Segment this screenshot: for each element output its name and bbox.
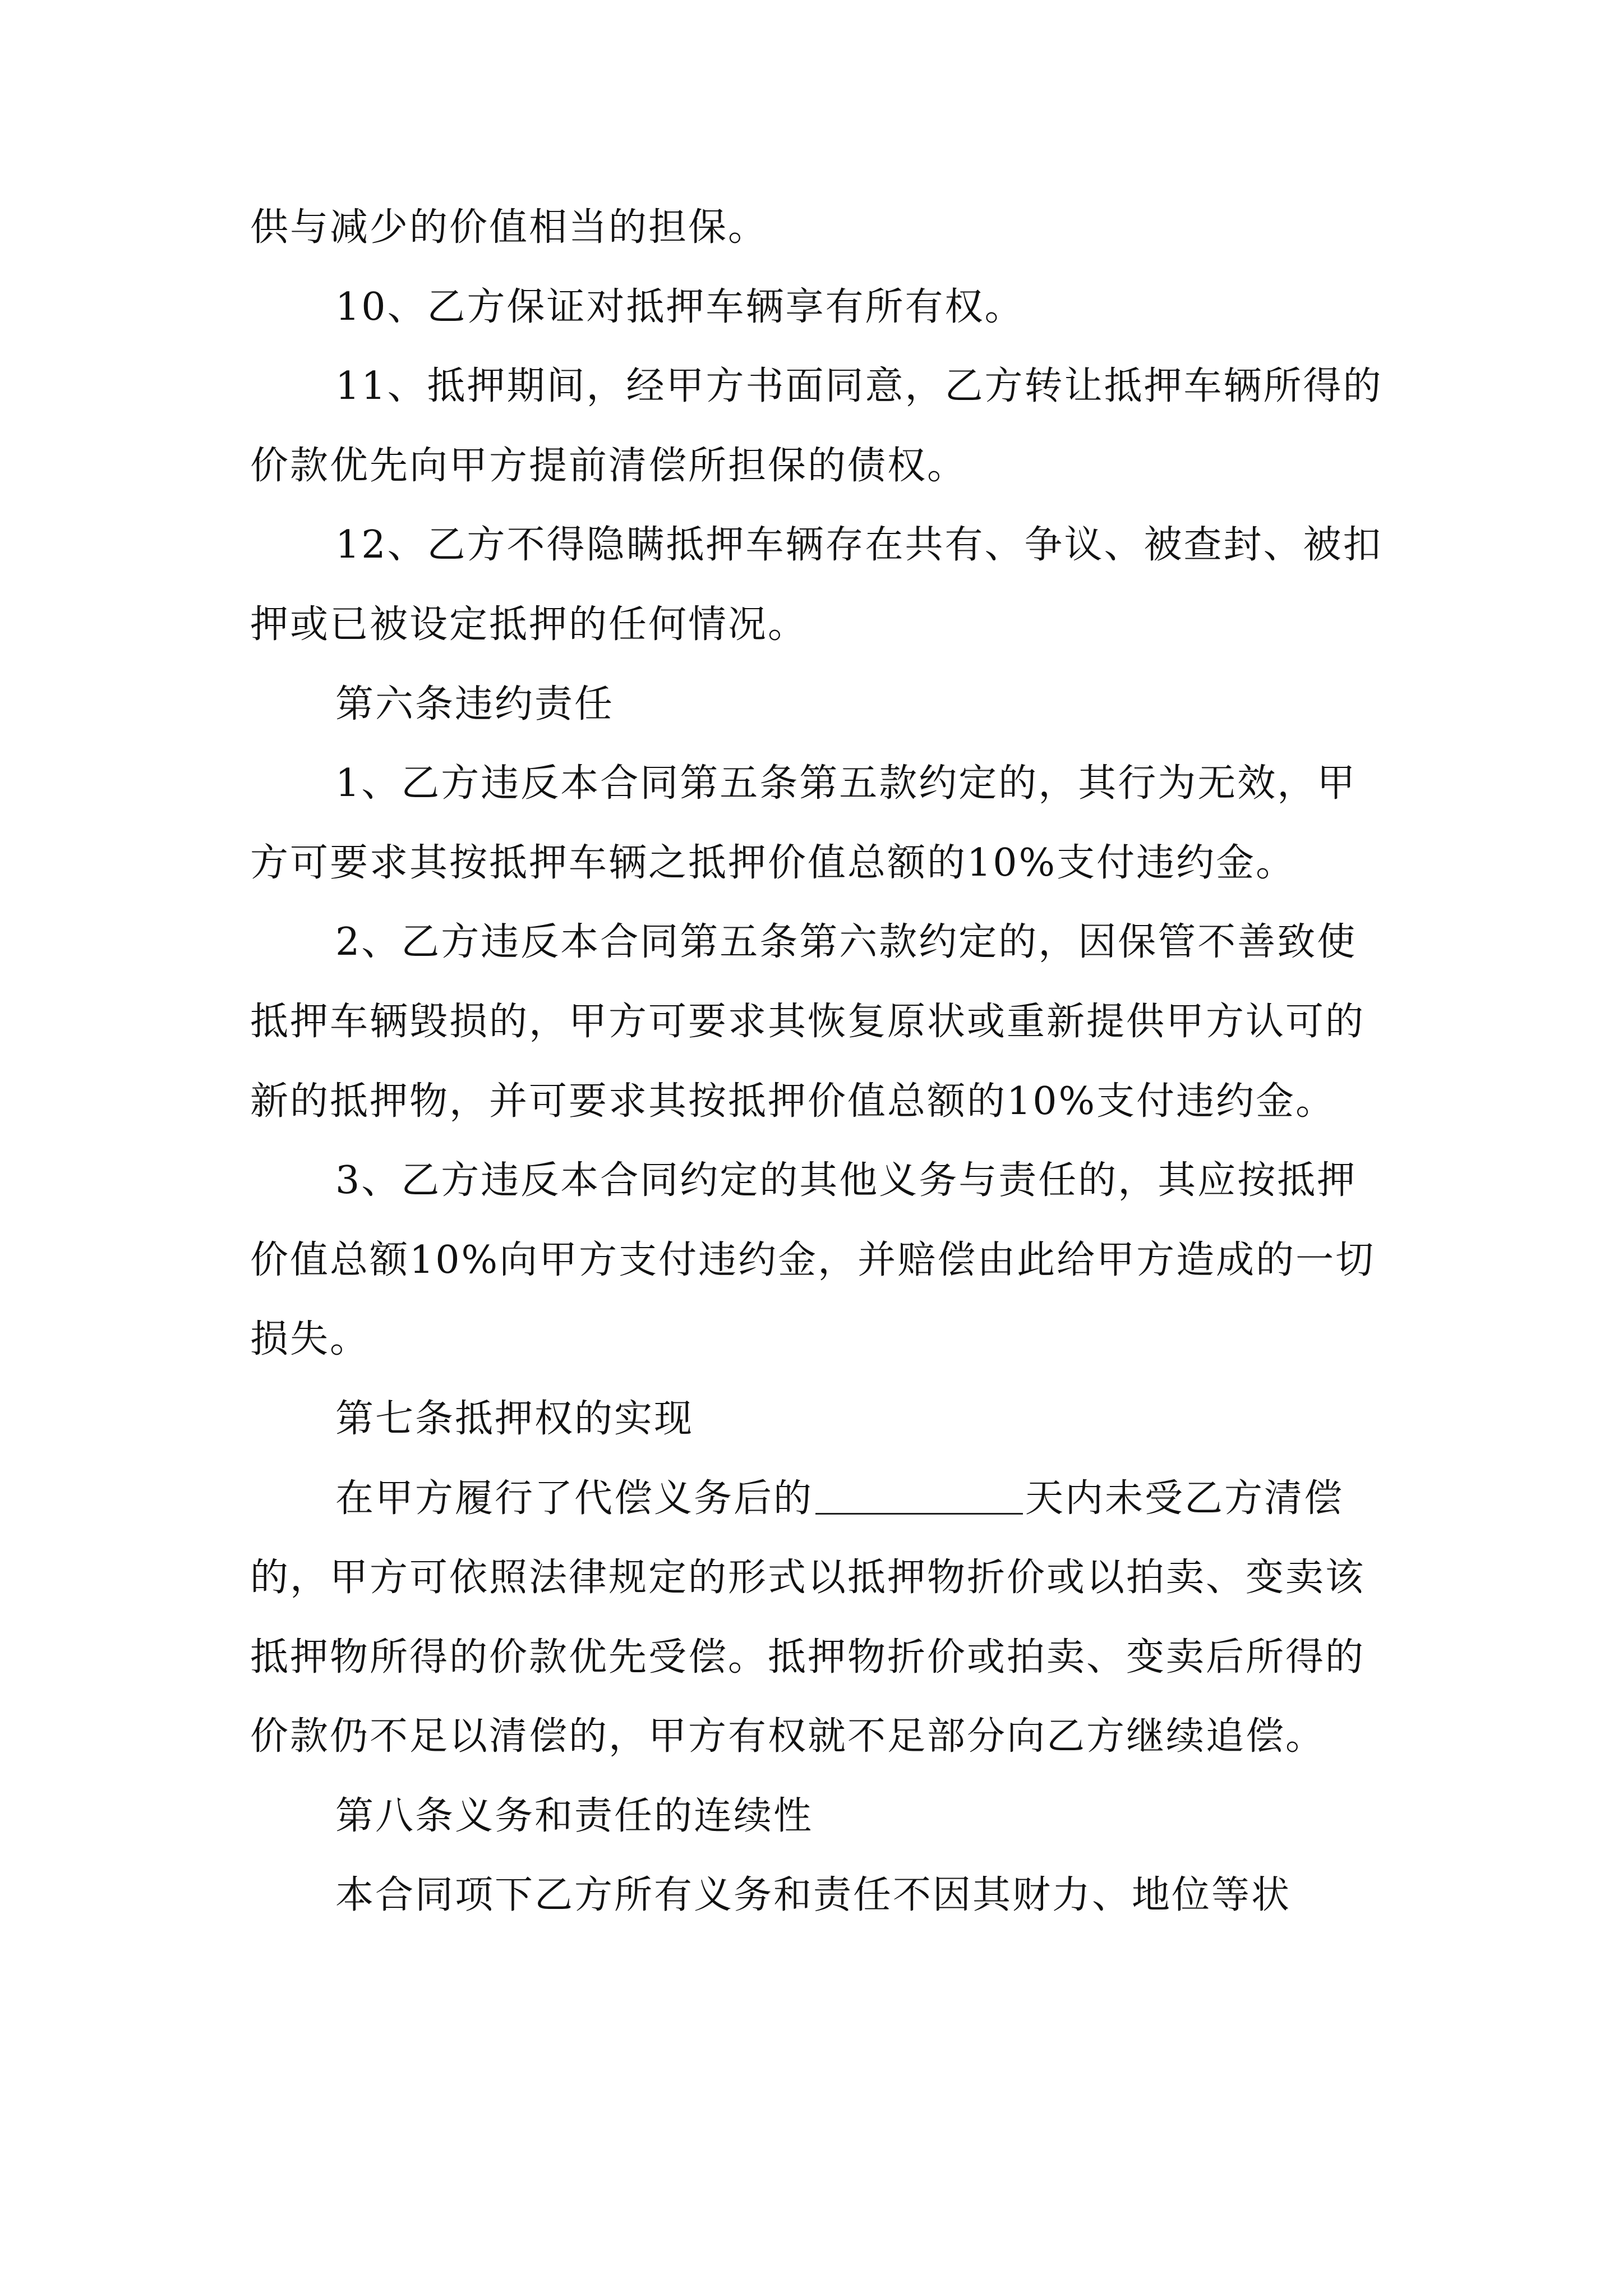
clause-11: 11、抵押期间，经甲方书面同意，乙方转让抵押车辆所得的价款优先向甲方提前清偿所担保的债权。 (250, 364, 1383, 488)
article-6-clause-2: 2、乙方违反本合同第五条第六款约定的，因保管不善致使抵押车辆毁损的，甲方可要求其恢复原状或重新提供甲方认可的新的抵押物，并可要求其按抵押价值总额的10%支付违约金。 (250, 920, 1366, 1124)
article-6-heading: 第六条违约责任 (335, 682, 615, 726)
article-7-text-after-blank: 天内未受乙方清偿的，甲方可依照法律规定的形式以抵押物折价或以拍卖、变卖该抵押物所得的价款优先受偿。抵押物折价或拍卖、变卖后所得的价款仍不足以清偿的，甲方有权就不足部分向乙方继续追偿。 (250, 1476, 1366, 1759)
article-7-body (250, 1459, 1389, 1777)
article-7-heading: 第七条抵押权的实现 (335, 1396, 694, 1441)
article-6-clause-3: 3、乙方违反本合同约定的其他义务与责任的，其应按抵押价值总额10%向甲方支付违约金，并赔偿由此给甲方造成的一切损失。 (250, 1158, 1376, 1362)
article-7-text-before-blank: 在甲方履行了代偿义务后的 (335, 1476, 814, 1521)
days-blank-line (815, 1476, 1023, 1515)
paragraph-continuation: 供与减少的价值相当的担保。 (250, 205, 768, 250)
article-8-body: 本合同项下乙方所有义务和责任不因其财力、地位等状 (335, 1873, 1292, 1918)
article-8-heading: 第八条义务和责任的连续性 (335, 1793, 814, 1838)
document-body (250, 188, 1389, 1935)
article-6-clause-1: 1、乙方违反本合同第五条第五款约定的，其行为无效，甲方可要求其按抵押车辆之抵押价值总额的10%支付违约金。 (250, 761, 1357, 885)
clause-12: 12、乙方不得隐瞒抵押车辆存在共有、争议、被查封、被扣押或已被设定抵押的任何情况。 (250, 523, 1383, 647)
clause-10: 10、乙方保证对抵押车辆享有所有权。 (335, 284, 1025, 329)
